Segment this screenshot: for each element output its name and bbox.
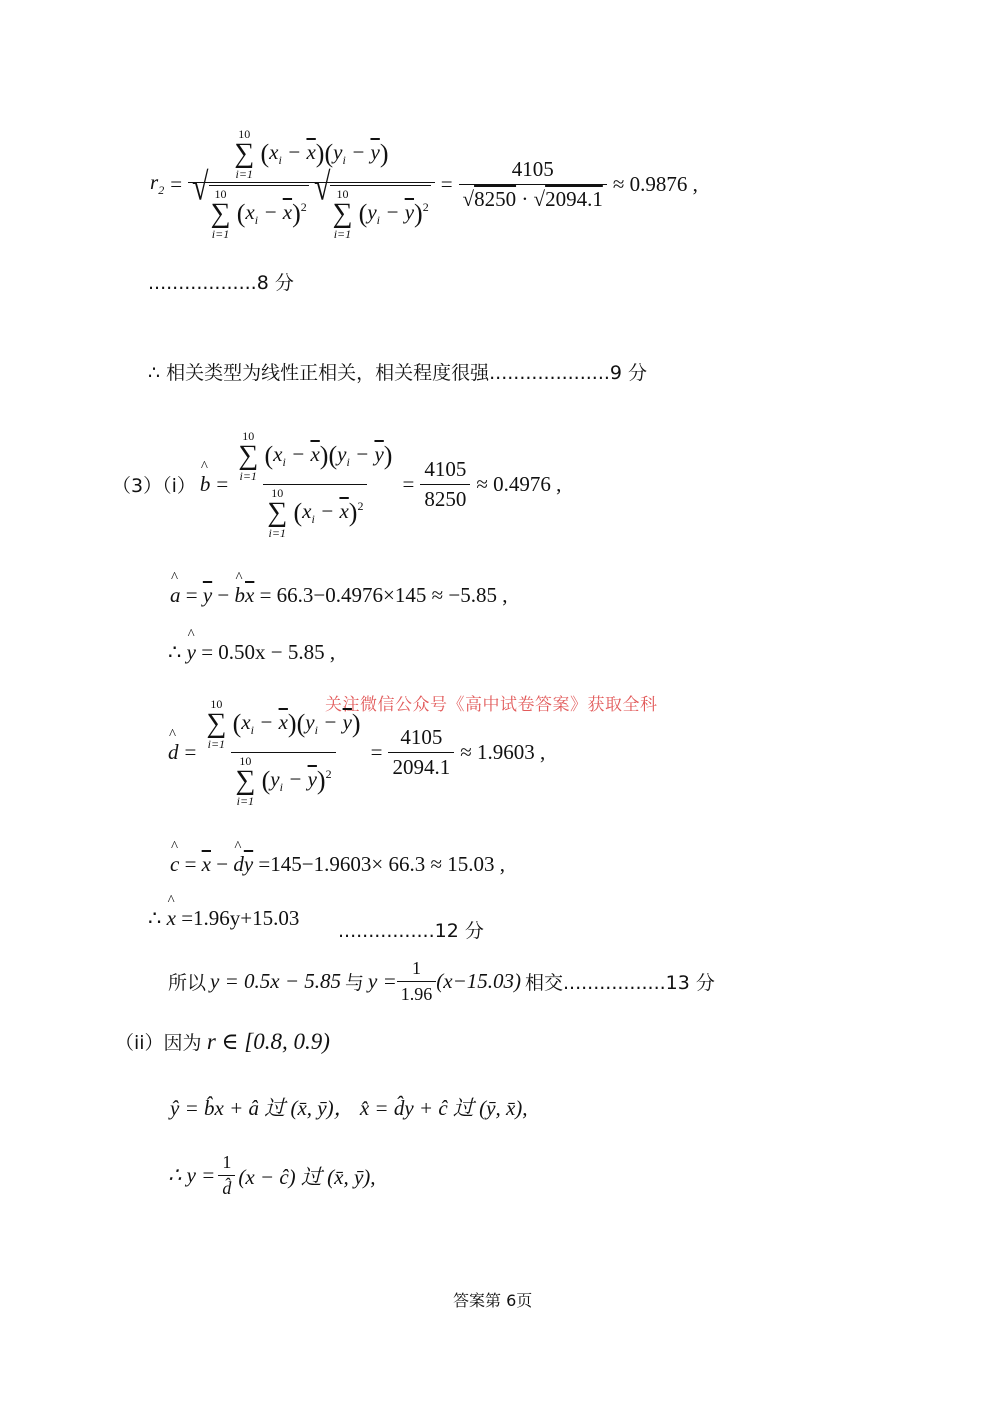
intersection-line: 所以 y = 0.5x − 5.85 与 y = $\frac{1}{1.96}$ (x−15.03) 相交.................13 分 [168,958,715,1004]
correlation-conclusion: ∴ 相关类型为线性正相关，相关程度很强....................9 分 [148,362,648,384]
score-8: ..................8 分 [148,272,294,294]
r2-formula: $r_2$ = 10 ∑ i=1 $(x_i - \overline{x})(y_i - \overline{y})$ √ 10 ∑ i=1 $(x_i - \overline{x})^2$ √ 10 ∑ i=1 $(y_i - \overline{y})^2$ = $\frac{4105}{√8250 \cdot √2094.1}$ ≈ 0.9876 , [150,127,698,241]
a-hat-line: ^ $a = \overline{y}$ − ^ $b\overline{x} = 66.3-0.4976\times 145 \approx -5.85$ , [170,583,508,608]
x-hat-line: ∴ ^ x =1.96y+15.03 [148,906,299,931]
score-12: ................12 分 [338,920,484,942]
r2-value-fraction: $\frac{4105}{√8250 \cdot √2094.1}$ [459,157,607,212]
page-footer: 答案第 6页 [453,1291,533,1310]
part-ii-line: （ii）因为 r ∈ [0.8, 0.9) [115,1029,330,1054]
r2-formula-fraction: 10 ∑ i=1 $(x_i - \overline{x})(y_i - \overline{y})$ √ 10 ∑ i=1 $(x_i - \overline{x})^2$ √ 10 ∑ i=1 $(y_i - \overline{y})^2$ [188,128,435,240]
d-hat-formula: ^ d = 10 ∑ i=1 $(x_i - \overline{x})(y_i - \overline{y})$ 10 ∑ i=1 $(y_i - \overline{y})^2$ = $\frac{4105}{2094.1}$ ≈ 1.9603 , [168,698,545,807]
c-hat-line: ^ $c = \overline{x}$ − ^ $d\overline{y} =145-1.9603\times 66.3 \approx 15.03$ , [170,852,505,877]
y-hat-line: ∴ ^ y = 0.50x − 5.85 , [168,640,335,665]
pass-through-line-1: ŷ = b̂x + â 过 (x̄, ȳ)， x̂ = d̂y + ĉ 过 (ȳ, x̄), [170,1096,528,1120]
part-3-label: （3）（i） [112,475,196,497]
watermark: 关注微信公众号《高中试卷答案》获取全科 [325,695,658,715]
b-hat-formula: （3）（i） ^ b = 10 ∑ i=1 $(x_i - \overline{x})(y_i - \overline{y})$ 10 ∑ i=1 $(x_i - \overline{x})^2$ = $\frac{4105}{8250}$ ≈ 0.4976 , [112,430,561,539]
pass-through-line-2: ∴ y = $\frac{1}{d̂}$ (x − ĉ) 过 (x̄, ȳ), [168,1152,376,1198]
r2-symbol: $r_2$ [150,169,165,198]
